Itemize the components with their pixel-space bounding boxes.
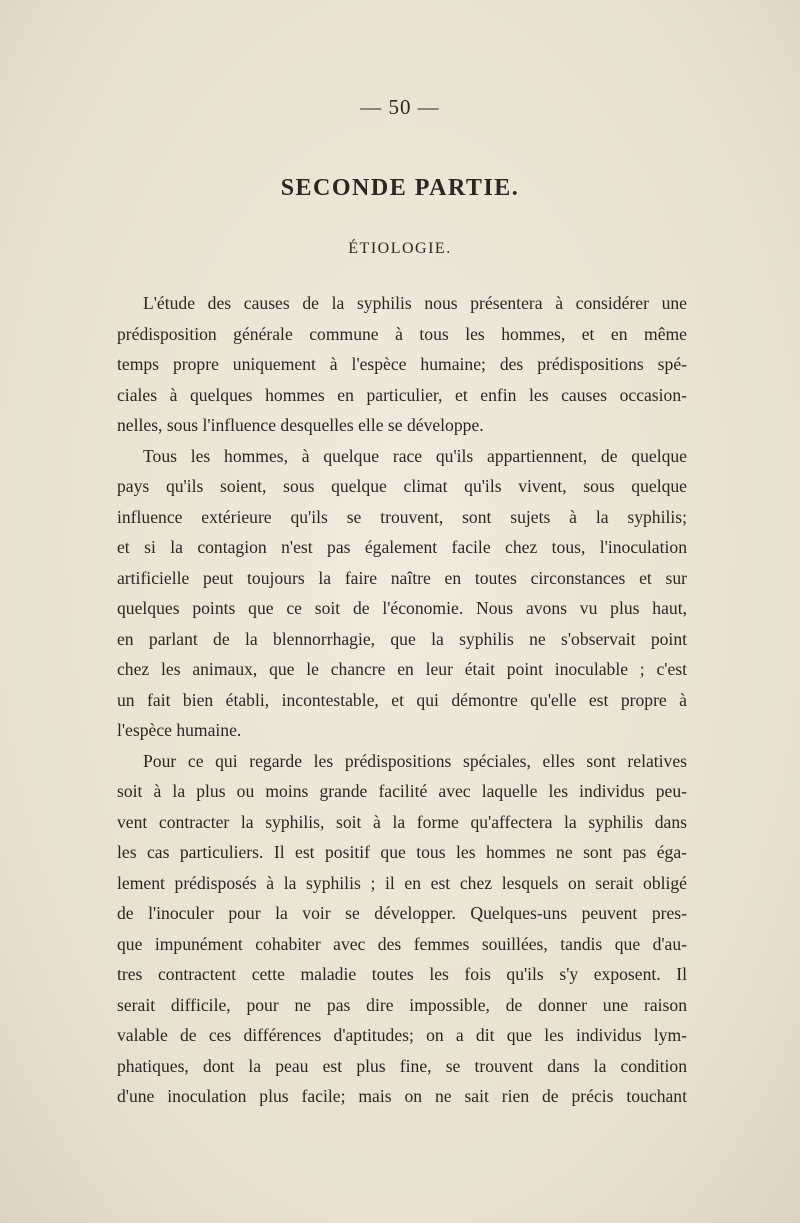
text-line: tres contractent cette maladie toutes les fois qu'ils s'y exposent. Il xyxy=(117,964,687,984)
text-line: L'étude des causes de la syphilis nous présentera à considérer une xyxy=(143,293,687,313)
text-line: phatiques, dont la peau est plus fine, se trouvent dans la condition xyxy=(117,1055,687,1076)
part-title: SECONDE PARTIE. xyxy=(280,175,520,201)
chapter-title: ÉTIOLOGIE. xyxy=(348,240,452,257)
text-line: pays qu'ils soient, sous quelque climat qu'ils vivent, sous quelque xyxy=(117,476,687,496)
text-line: d'une inoculation plus facile; mais on ne sait rien de précis touchant xyxy=(117,1086,687,1106)
text-line: en parlant de la blennorrhagie, que la syphilis ne s'observait point xyxy=(117,628,687,649)
text-line: Tous les hommes, à quelque race qu'ils appartiennent, de quelque xyxy=(143,445,687,466)
text-line: et si la contagion n'est pas également facile chez tous, l'inoculation xyxy=(117,537,687,557)
text-line: soit à la plus ou moins grande facilité avec laquelle les individus peu- xyxy=(117,781,687,801)
text-line: Pour ce qui regarde les prédispositions spéciales, elles sont relatives xyxy=(143,750,687,771)
text-line: un fait bien établi, incontestable, et qui démontre qu'elle est propre à xyxy=(117,689,687,710)
text-line: valable de ces différences d'aptitudes; on a dit que les individus lym- xyxy=(117,1025,687,1045)
paragraph-1 xyxy=(117,288,687,441)
text-line: influence extérieure qu'ils se trouvent, sont sujets à la syphilis; xyxy=(117,506,687,527)
text-line: ciales à quelques hommes en particulier, et enfin les causes occasion- xyxy=(117,384,687,405)
body-text xyxy=(117,288,687,1112)
text-line: prédisposition générale commune à tous les hommes, et en même xyxy=(117,323,687,344)
paragraph-2 xyxy=(117,441,687,746)
text-line: quelques points que ce soit de l'économie. Nous avons vu plus haut, xyxy=(117,598,687,618)
text-line: temps propre uniquement à l'espèce humaine; des prédispositions spé- xyxy=(117,354,687,374)
paragraph-3 xyxy=(117,746,687,1112)
page-number: — 50 — xyxy=(360,95,440,119)
text-line: nelles, sous l'influence desquelles elle se développe. xyxy=(117,415,484,435)
text-line: artificielle peut toujours la faire naître en toutes circonstances et sur xyxy=(117,567,687,588)
text-line: serait difficile, pour ne pas dire impossible, de donner une raison xyxy=(117,994,687,1015)
text-line: les cas particuliers. Il est positif que tous les hommes ne sont pas éga- xyxy=(117,842,687,862)
text-line: vent contracter la syphilis, soit à la forme qu'affectera la syphilis dans xyxy=(117,811,687,832)
text-line: de l'inoculer pour la voir se développer. Quelques-uns peuvent pres- xyxy=(117,903,687,923)
text-line: l'espèce humaine. xyxy=(117,720,242,740)
text-line: que impunément cohabiter avec des femmes souillées, tandis que d'au- xyxy=(117,933,687,954)
text-line: lement prédisposés à la syphilis ; il en est chez lesquels on serait obligé xyxy=(117,872,687,893)
text-line: chez les animaux, que le chancre en leur était point inoculable ; c'est xyxy=(117,659,687,679)
